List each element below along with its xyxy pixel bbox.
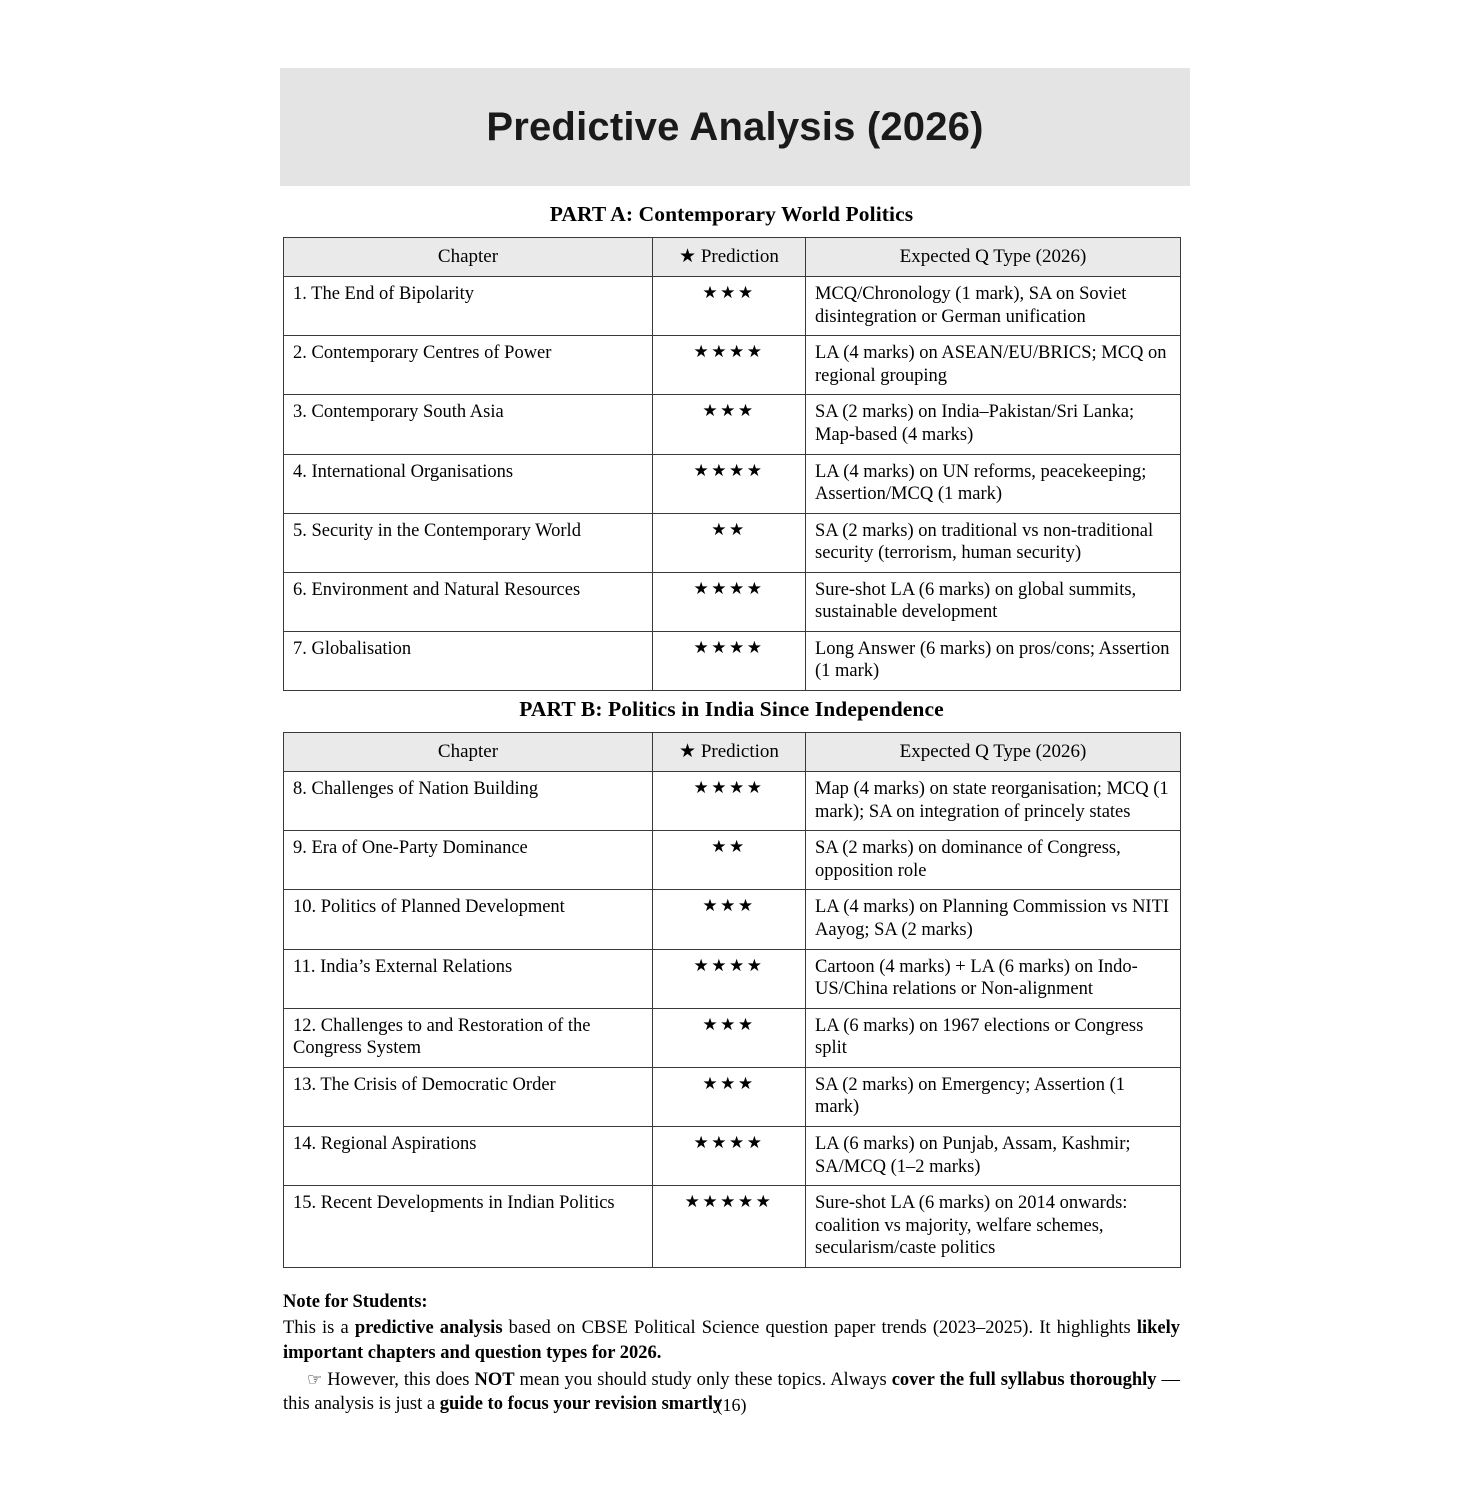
cell-chapter: 15. Recent Developments in Indian Politics (284, 1186, 653, 1268)
table-row (284, 277, 1181, 336)
table-row (284, 1126, 1181, 1185)
cell-prediction-stars: ★★★ (653, 1067, 806, 1126)
cell-chapter: 6. Environment and Natural Resources (284, 572, 653, 631)
cell-chapter: 8. Challenges of Nation Building (284, 772, 653, 831)
table-row (284, 1067, 1181, 1126)
column-header-chapter: Chapter (284, 733, 653, 772)
cell-prediction-stars: ★★★ (653, 395, 806, 454)
table-row (284, 772, 1181, 831)
cell-prediction-stars: ★★★★ (653, 1126, 806, 1185)
cell-prediction-stars: ★★ (653, 831, 806, 890)
cell-chapter: 9. Era of One-Party Dominance (284, 831, 653, 890)
table-row (284, 513, 1181, 572)
table-header-row (284, 733, 1181, 772)
cell-qtype: LA (6 marks) on Punjab, Assam, Kashmir; SA/MCQ (1–2 marks) (806, 1126, 1181, 1185)
cell-chapter: 10. Politics of Planned Development (284, 890, 653, 949)
note-label: Note for Students: (283, 1291, 428, 1312)
cell-chapter: 5. Security in the Contemporary World (284, 513, 653, 572)
cell-qtype: Cartoon (4 marks) + LA (6 marks) on Indo-US/China relations or Non-alignment (806, 949, 1181, 1008)
cell-qtype: SA (2 marks) on traditional vs non-traditional security (terrorism, human security) (806, 513, 1181, 572)
cell-prediction-stars: ★★★★★ (653, 1186, 806, 1268)
cell-prediction-stars: ★★ (653, 513, 806, 572)
cell-qtype: LA (4 marks) on UN reforms, peacekeeping; Assertion/MCQ (1 mark) (806, 454, 1181, 513)
cell-prediction-stars: ★★★ (653, 277, 806, 336)
cell-qtype: LA (6 marks) on 1967 elections or Congress split (806, 1008, 1181, 1067)
column-header-chapter: Chapter (284, 238, 653, 277)
part-a-heading: PART A: Contemporary World Politics (549, 202, 914, 226)
cell-chapter: 13. The Crisis of Democratic Order (284, 1067, 653, 1126)
page-number: (16) (716, 1395, 747, 1415)
cell-chapter: 14. Regional Aspirations (284, 1126, 653, 1185)
document-content (283, 196, 1180, 1419)
cell-qtype: Sure-shot LA (6 marks) on global summits, sustainable development (806, 572, 1181, 631)
column-header-qtype: Expected Q Type (2026) (806, 238, 1181, 277)
note-paragraph-1: This is a predictive analysis based on CBSE Political Science question paper trends (2023–2025). It highlights likely important chapters and question types for 2026. (283, 1318, 1180, 1363)
cell-prediction-stars: ★★★★ (653, 454, 806, 513)
cell-qtype: LA (4 marks) on ASEAN/EU/BRICS; MCQ on regional grouping (806, 336, 1181, 395)
cell-qtype: SA (2 marks) on dominance of Congress, opposition role (806, 831, 1181, 890)
cell-prediction-stars: ★★★ (653, 1008, 806, 1067)
cell-qtype: LA (4 marks) on Planning Commission vs NITI Aayog; SA (2 marks) (806, 890, 1181, 949)
cell-prediction-stars: ★★★★ (653, 772, 806, 831)
cell-qtype: Map (4 marks) on state reorganisation; MCQ (1 mark); SA on integration of princely states (806, 772, 1181, 831)
table-header-row (284, 238, 1181, 277)
cell-qtype: SA (2 marks) on Emergency; Assertion (1 mark) (806, 1067, 1181, 1126)
cell-chapter: 4. International Organisations (284, 454, 653, 513)
cell-chapter: 2. Contemporary Centres of Power (284, 336, 653, 395)
cell-prediction-stars: ★★★★ (653, 336, 806, 395)
column-header-prediction: ★ Prediction (653, 733, 806, 772)
cell-qtype: SA (2 marks) on India–Pakistan/Sri Lanka; Map-based (4 marks) (806, 395, 1181, 454)
cell-chapter: 7. Globalisation (284, 631, 653, 690)
cell-prediction-stars: ★★★★ (653, 572, 806, 631)
cell-chapter: 3. Contemporary South Asia (284, 395, 653, 454)
cell-prediction-stars: ★★★ (653, 890, 806, 949)
column-header-qtype: Expected Q Type (2026) (806, 733, 1181, 772)
cell-prediction-stars: ★★★★ (653, 949, 806, 1008)
cell-qtype: Sure-shot LA (6 marks) on 2014 onwards: coalition vs majority, welfare schemes, secularism/caste politics (806, 1186, 1181, 1268)
cell-qtype: MCQ/Chronology (1 mark), SA on Soviet disintegration or German unification (806, 277, 1181, 336)
note-paragraph-2: ☞ However, this does NOT mean you should study only these topics. Always cover the full syllabus thoroughly — this analysis is just a guide to focus your revision smartly (283, 1369, 1181, 1415)
part-a-table (283, 237, 1181, 691)
cell-chapter: 11. India’s External Relations (284, 949, 653, 1008)
part-b-heading: PART B: Politics in India Since Independence (519, 697, 944, 722)
table-row (284, 1008, 1181, 1067)
page-title: Predictive Analysis (2026) (486, 104, 984, 149)
cell-qtype: Long Answer (6 marks) on pros/cons; Assertion (1 mark) (806, 631, 1181, 690)
column-header-prediction: ★ Prediction (653, 238, 806, 277)
table-row (284, 1186, 1181, 1268)
cell-chapter: 12. Challenges to and Restoration of the Congress System (284, 1008, 653, 1067)
table-row (284, 395, 1181, 454)
title-banner (280, 68, 1190, 186)
table-row (284, 454, 1181, 513)
part-b-table (283, 732, 1181, 1268)
cell-prediction-stars: ★★★★ (653, 631, 806, 690)
table-row (284, 631, 1181, 690)
table-row (284, 572, 1181, 631)
table-row (284, 890, 1181, 949)
pointing-hand-icon: ☞ (307, 1369, 323, 1390)
table-row (284, 949, 1181, 1008)
table-row (284, 336, 1181, 395)
table-row (284, 831, 1181, 890)
cell-chapter: 1. The End of Bipolarity (284, 277, 653, 336)
